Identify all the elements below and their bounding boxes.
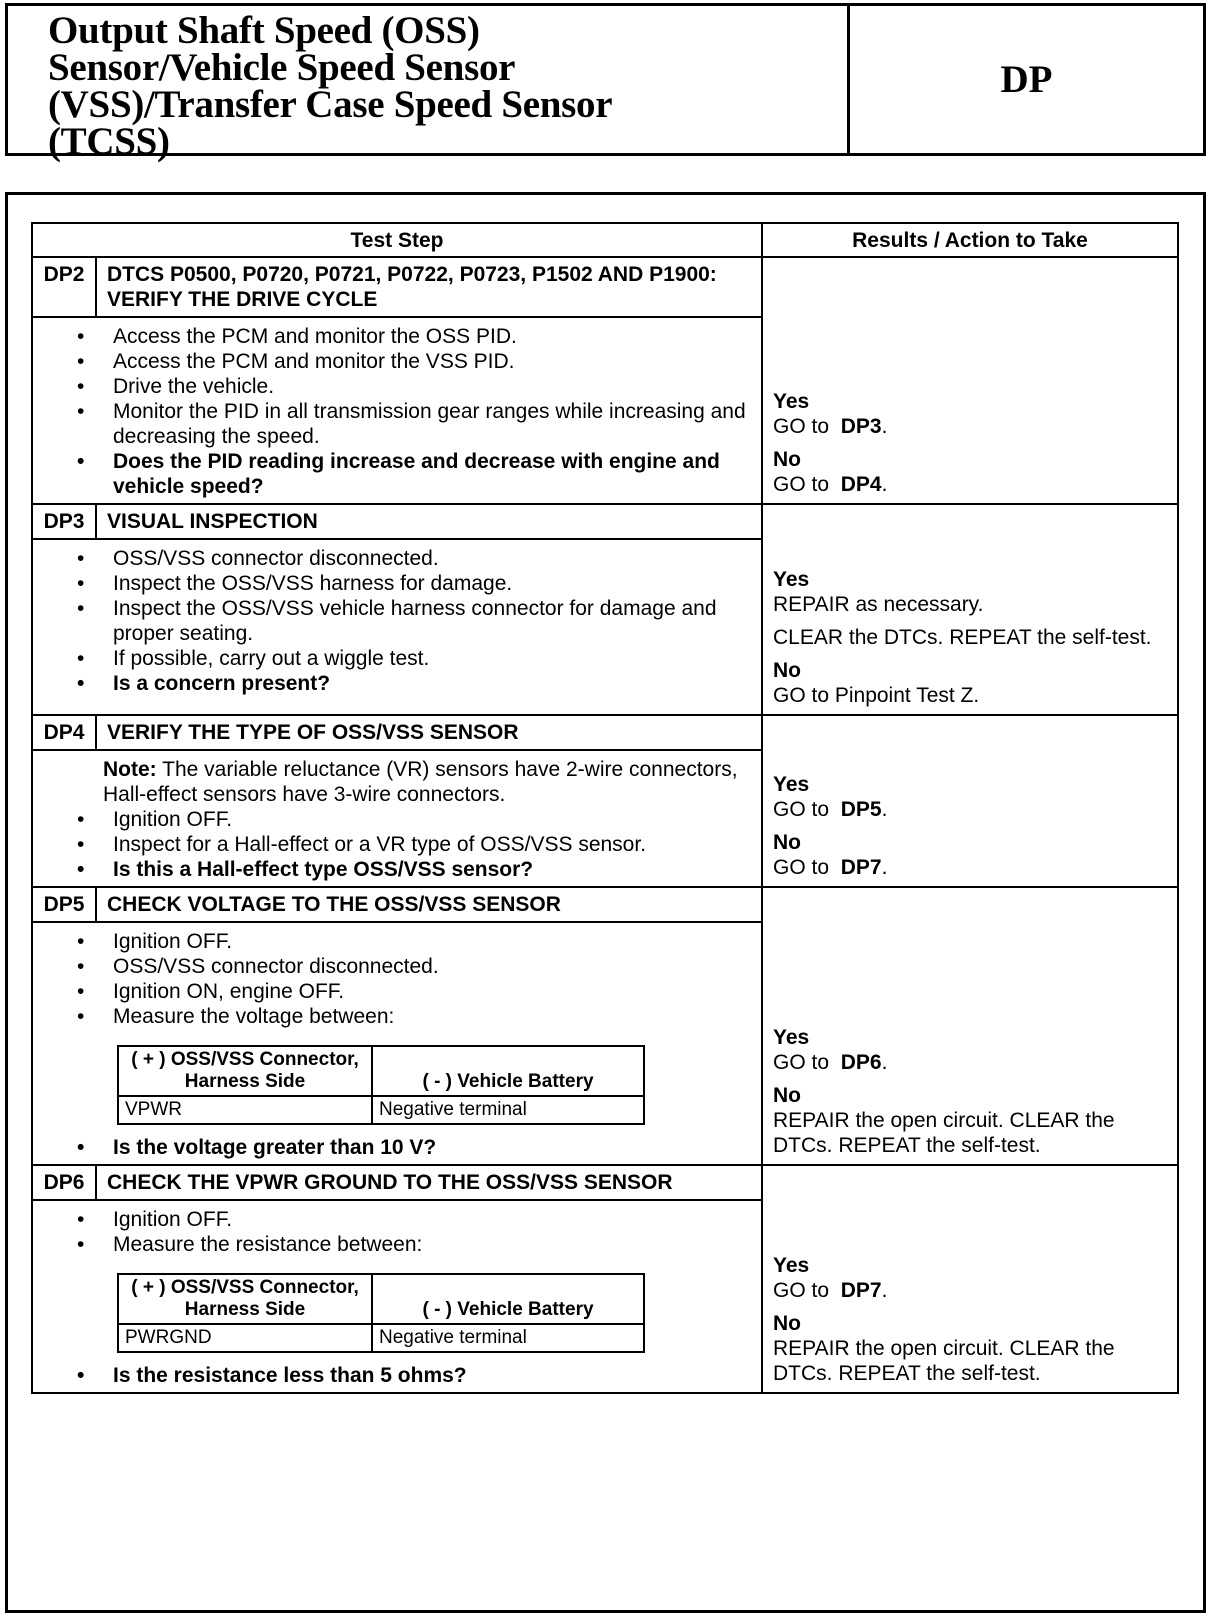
step-title: VISUAL INSPECTION — [96, 504, 762, 539]
note-text: The variable reluctance (VR) sensors have 2-wire connectors, Hall-effect sensors have 3-wire connectors. — [103, 758, 738, 806]
step-body — [32, 1200, 762, 1393]
no-action: GO to Pinpoint Test Z. — [773, 684, 980, 707]
step-bullet: • Measure the resistance between: — [113, 1232, 751, 1257]
yes-label: Yes — [773, 568, 810, 591]
title-line: (VSS)/Transfer Case Speed Sensor — [48, 83, 613, 126]
step-dp3-title-row — [32, 504, 1178, 539]
no-label: No — [773, 448, 801, 471]
measurement-header-negative: ( - ) Vehicle Battery — [372, 1274, 644, 1324]
yes-target-link[interactable]: DP3 — [840, 415, 882, 438]
step-title: DTCS P0500, P0720, P0721, P0722, P0723, P1502 AND P1900: VERIFY THE DRIVE CYCLE — [96, 257, 762, 317]
step-bullets — [43, 324, 751, 499]
section-code: DP — [1000, 58, 1053, 101]
step-question-list — [43, 1135, 751, 1160]
note-label: Note: — [103, 758, 157, 781]
step-bullets — [43, 546, 751, 696]
step-bullet: • Ignition OFF. — [113, 929, 751, 954]
step-bullet: • Inspect the OSS/VSS vehicle harness connector for damage and proper seating. — [113, 596, 751, 646]
column-header-test-step: Test Step — [32, 223, 762, 257]
step-body — [32, 317, 762, 504]
yes-label: Yes — [773, 1254, 810, 1277]
step-question-list — [43, 1363, 751, 1388]
no-label: No — [773, 659, 801, 682]
step-result: Yes GO to DP6. No REPAIR the open circuit. CLEAR the DTCs. REPEAT the self-test. — [762, 887, 1178, 1165]
step-result — [762, 504, 1178, 715]
title-line: Output Shaft Speed (OSS) — [48, 9, 480, 52]
step-bullet: • OSS/VSS connector disconnected. — [113, 954, 751, 979]
step-bullets — [43, 1207, 751, 1257]
step-title: CHECK VOLTAGE TO THE OSS/VSS SENSOR — [96, 887, 762, 922]
step-bullet: • Inspect the OSS/VSS harness for damage. — [113, 571, 751, 596]
step-bullet: • Measure the voltage between: — [113, 1004, 751, 1029]
measurement-header-row — [118, 1274, 644, 1324]
step-question: • Is this a Hall-effect type OSS/VSS sensor? — [113, 857, 751, 882]
no-action: REPAIR the open circuit. CLEAR the DTCs. REPEAT the self-test. — [773, 1109, 1115, 1157]
no-label: No — [773, 1312, 801, 1335]
yes-action: GO to — [773, 415, 830, 438]
step-bullet: • Access the PCM and monitor the OSS PID. — [113, 324, 751, 349]
measurement-negative: Negative terminal — [372, 1096, 644, 1124]
measurement-positive: PWRGND — [118, 1324, 372, 1352]
no-action: GO to — [773, 473, 830, 496]
step-bullet: • Ignition OFF. — [113, 807, 751, 832]
yes-label: Yes — [773, 1026, 810, 1049]
column-header-results: Results / Action to Take — [762, 223, 1178, 257]
step-bullet: • If possible, carry out a wiggle test. — [113, 646, 751, 671]
step-bullets — [43, 807, 751, 882]
no-action: REPAIR the open circuit. CLEAR the DTCs. REPEAT the self-test. — [773, 1337, 1115, 1385]
step-body — [32, 922, 762, 1165]
step-id: DP5 — [32, 887, 96, 922]
step-bullet: • Monitor the PID in all transmission gear ranges while increasing and decreasing the speed. — [113, 399, 751, 449]
step-bullets — [43, 929, 751, 1029]
step-result: Yes GO to DP7. No REPAIR the open circuit. CLEAR the DTCs. REPEAT the self-test. — [762, 1165, 1178, 1393]
step-bullet: • Access the PCM and monitor the VSS PID. — [113, 349, 751, 374]
measurement-header-negative: ( - ) Vehicle Battery — [372, 1046, 644, 1096]
yes-action: REPAIR as necessary. — [773, 593, 984, 616]
step-id: DP3 — [32, 504, 96, 539]
page-title — [48, 9, 838, 163]
step-question: • Is the voltage greater than 10 V? — [113, 1135, 751, 1160]
yes-label: Yes — [773, 390, 810, 413]
step-title: CHECK THE VPWR GROUND TO THE OSS/VSS SENSOR — [96, 1165, 762, 1200]
measurement-table — [117, 1273, 645, 1353]
no-target-link[interactable]: DP4 — [840, 473, 882, 496]
measurement-positive: VPWR — [118, 1096, 372, 1124]
pinpoint-test-table — [31, 222, 1179, 1394]
measurement-header-positive: ( + ) OSS/VSS Connector, Harness Side — [118, 1046, 372, 1096]
title-line: Sensor/Vehicle Speed Sensor — [48, 46, 516, 89]
step-bullet: • Inspect for a Hall-effect or a VR type of OSS/VSS sensor. — [113, 832, 751, 857]
no-action: GO to — [773, 856, 830, 879]
title-line: (TCSS) — [48, 120, 170, 163]
step-result: Yes GO to DP3. No GO to DP4. — [762, 257, 1178, 504]
yes-action: GO to — [773, 798, 830, 821]
yes-target-link[interactable]: DP6 — [840, 1051, 882, 1074]
yes-action: GO to — [773, 1051, 830, 1074]
step-id: DP6 — [32, 1165, 96, 1200]
table-header-row — [32, 223, 1178, 257]
yes-label: Yes — [773, 773, 810, 796]
step-bullet: • Ignition ON, engine OFF. — [113, 979, 751, 1004]
step-note — [43, 757, 751, 807]
step-dp4-title-row — [32, 715, 1178, 750]
step-id: DP4 — [32, 715, 96, 750]
measurement-row — [118, 1096, 644, 1124]
step-question: • Is a concern present? — [113, 671, 751, 696]
yes-action-2: CLEAR the DTCs. REPEAT the self-test. — [773, 626, 1152, 649]
measurement-negative: Negative terminal — [372, 1324, 644, 1352]
step-dp6-title-row — [32, 1165, 1178, 1200]
step-dp2-title-row — [32, 257, 1178, 317]
measurement-header-positive: ( + ) OSS/VSS Connector, Harness Side — [118, 1274, 372, 1324]
no-target-link[interactable]: DP7 — [840, 856, 882, 879]
yes-target-link[interactable]: DP5 — [840, 798, 882, 821]
yes-action: GO to — [773, 1279, 830, 1302]
measurement-row — [118, 1324, 644, 1352]
step-result: Yes GO to DP5. No GO to DP7. — [762, 715, 1178, 887]
step-bullet: • OSS/VSS connector disconnected. — [113, 546, 751, 571]
step-id: DP2 — [32, 257, 96, 317]
measurement-header-row — [118, 1046, 644, 1096]
yes-target-link[interactable]: DP7 — [840, 1279, 882, 1302]
step-bullet: • Ignition OFF. — [113, 1207, 751, 1232]
step-dp5-title-row — [32, 887, 1178, 922]
page-header — [5, 3, 1206, 163]
step-body — [32, 750, 762, 887]
step-body — [32, 539, 762, 715]
measurement-table — [117, 1045, 645, 1125]
step-question: • Is the resistance less than 5 ohms? — [113, 1363, 751, 1388]
step-bullet: • Drive the vehicle. — [113, 374, 751, 399]
step-title: VERIFY THE TYPE OF OSS/VSS SENSOR — [96, 715, 762, 750]
no-label: No — [773, 1084, 801, 1107]
no-label: No — [773, 831, 801, 854]
step-question: • Does the PID reading increase and decrease with engine and vehicle speed? — [113, 449, 751, 499]
